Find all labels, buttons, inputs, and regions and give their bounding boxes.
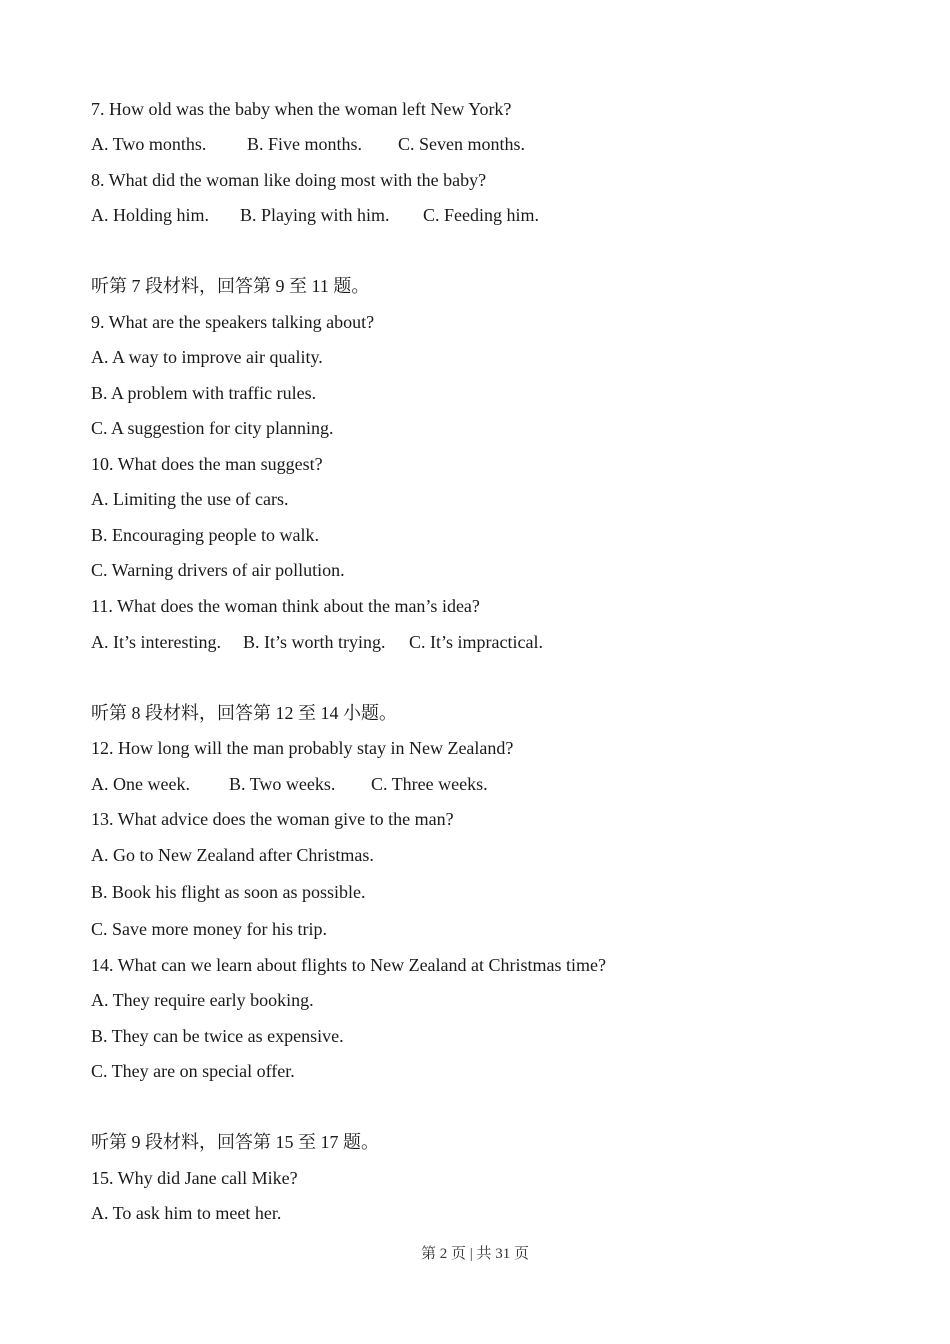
page-footer: 第 2 页 | 共 31 页 xyxy=(420,1246,529,1262)
question-13-option-c: C. Save more money for his trip. xyxy=(91,919,327,939)
question-10-option-a: A. Limiting the use of cars. xyxy=(91,489,289,509)
option-a: A. It’s interesting. xyxy=(91,632,221,652)
section-heading-7: 听第 7 段材料，回答第 9 至 11 题。 xyxy=(91,276,370,296)
question-15-option-a: A. To ask him to meet her. xyxy=(91,1203,282,1223)
question-10: 10. What does the man suggest? xyxy=(91,454,323,474)
question-9: 9. What are the speakers talking about? xyxy=(91,312,375,332)
option-c: C. Feeding him. xyxy=(423,205,539,225)
question-13-option-b: B. Book his flight as soon as possible. xyxy=(91,882,366,902)
question-14-option-b: B. They can be twice as expensive. xyxy=(91,1026,344,1046)
question-7-options xyxy=(91,133,525,155)
option-b: B. It’s worth trying. xyxy=(243,632,386,652)
option-b: B. Two weeks. xyxy=(229,774,336,794)
question-13: 13. What advice does the woman give to the man? xyxy=(91,809,454,829)
option-b: B. Five months. xyxy=(247,134,363,154)
question-9-option-b: B. A problem with traffic rules. xyxy=(91,383,317,403)
option-a: A. One week. xyxy=(91,774,190,794)
question-14-option-a: A. They require early booking. xyxy=(91,990,314,1010)
question-13-option-a: A. Go to New Zealand after Christmas. xyxy=(91,845,374,865)
option-c: C. It’s impractical. xyxy=(409,632,543,652)
question-14-option-c: C. They are on special offer. xyxy=(91,1061,295,1081)
question-15: 15. Why did Jane call Mike? xyxy=(91,1168,298,1188)
question-12-options xyxy=(91,773,488,795)
question-10-option-b: B. Encouraging people to walk. xyxy=(91,525,319,545)
question-11-options xyxy=(91,631,543,653)
question-14: 14. What can we learn about flights to New Zealand at Christmas time? xyxy=(91,955,607,975)
section-heading-9: 听第 9 段材料，回答第 15 至 17 题。 xyxy=(91,1132,379,1152)
option-b: B. Playing with him. xyxy=(240,205,390,225)
question-9-option-c: C. A suggestion for city planning. xyxy=(91,418,334,438)
option-a: A. Holding him. xyxy=(91,205,210,225)
question-12: 12. How long will the man probably stay in New Zealand? xyxy=(91,738,514,758)
option-c: C. Seven months. xyxy=(398,134,526,154)
section-heading-8: 听第 8 段材料，回答第 12 至 14 小题。 xyxy=(91,703,397,723)
question-11: 11. What does the woman think about the man’s idea? xyxy=(91,596,480,616)
question-7: 7. How old was the baby when the woman left New York? xyxy=(91,99,512,119)
option-c: C. Three weeks. xyxy=(371,774,488,794)
question-8: 8. What did the woman like doing most with the baby? xyxy=(91,170,487,190)
option-a: A. Two months. xyxy=(91,134,207,154)
question-8-options xyxy=(91,204,539,226)
question-9-option-a: A. A way to improve air quality. xyxy=(91,347,323,367)
question-10-option-c: C. Warning drivers of air pollution. xyxy=(91,560,345,580)
